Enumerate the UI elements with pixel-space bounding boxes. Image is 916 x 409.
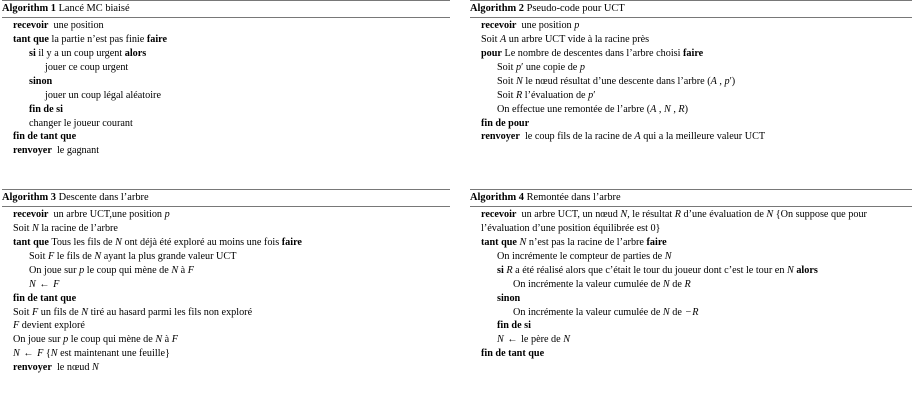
pseudocode-line: Soit F un fils de N tiré au hasard parmi les fils non exploré <box>13 306 253 318</box>
algorithm-4-block <box>464 189 916 409</box>
column-gap-top <box>452 0 464 189</box>
pseudocode-line: fin de pour <box>481 117 530 129</box>
pseudocode-line: fin de si <box>497 320 531 332</box>
pseudocode-line: renvoyer le gagnant <box>13 145 100 157</box>
pseudocode-line: Soit F le fils de N ayant la plus grande valeur UCT <box>29 250 237 262</box>
pseudocode-line: recevoir une position <box>13 20 104 32</box>
pseudocode-line: On joue sur p le coup qui mène de N à F <box>29 264 194 276</box>
pseudocode-line: jouer ce coup urgent <box>45 61 129 73</box>
pseudocode-line: Soit N le nœud résultat d’une descente dans l’arbre (A , p′) <box>497 75 736 87</box>
pseudocode-line: recevoir une position p <box>481 20 580 32</box>
pseudocode-line: On joue sur p le coup qui mène de N à F <box>13 334 178 346</box>
pseudocode-line: recevoir un arbre UCT,une position p <box>13 209 170 221</box>
algorithm-4-caption <box>470 190 912 206</box>
pseudocode-line: F devient exploré <box>13 320 85 332</box>
algorithm-2-block <box>464 0 916 189</box>
pseudocode-line: On incrémente la valeur cumulée de N de R <box>513 278 691 290</box>
pseudocode-line: sinon <box>29 75 53 87</box>
pseudocode-line: sinon <box>497 292 521 304</box>
pseudocode-line: tant que Tous les fils de N ont déjà été exploré au moins une fois faire <box>13 237 302 249</box>
pseudocode-line: si R a été réalisé alors que c’était le tour du joueur dont c’est le tour en N alors <box>497 264 818 276</box>
pseudocode-line: Soit A un arbre UCT vide à la racine près <box>481 34 650 46</box>
pseudocode-line: si il y a un coup urgent alors <box>29 48 147 60</box>
algorithm-1-body <box>2 18 450 159</box>
pseudocode-line: Soit N la racine de l’arbre <box>13 223 118 235</box>
algorithm-1-block <box>0 0 452 189</box>
algorithm-3-label: Algorithm 3 <box>2 192 56 203</box>
algorithm-2-caption <box>470 1 912 17</box>
pseudocode-line: tant que la partie n’est pas finie faire <box>13 34 168 46</box>
pseudocode-line: recevoir un arbre UCT, un nœud N, le résultat R d’une évaluation de N {On suppose que pour l’évaluation d’une position équilibrée est 0} <box>481 209 867 235</box>
pseudocode-line: N ← F {N est maintenant une feuille} <box>13 348 170 360</box>
algorithm-3-body <box>2 207 450 375</box>
pseudocode-line: N ← F <box>29 278 60 290</box>
pseudocode-line: On incrémente le compteur de parties de N <box>497 250 672 262</box>
algorithm-3-block <box>0 189 452 409</box>
pseudocode-line: tant que N n’est pas la racine de l’arbre faire <box>481 237 667 249</box>
pseudocode-line: N ← le père de N <box>497 334 571 346</box>
pseudocode-line: jouer un coup légal aléatoire <box>45 89 161 101</box>
algorithm-3-caption <box>2 190 450 206</box>
algorithm-4-label: Algorithm 4 <box>470 192 524 203</box>
algorithm-4-body <box>470 207 912 361</box>
algorithm-2-title: Pseudo-code pour UCT <box>526 3 625 14</box>
pseudocode-line: renvoyer le nœud N <box>13 362 99 374</box>
algorithm-4-title: Remontée dans l’arbre <box>526 192 621 203</box>
pseudocode-line: pour Le nombre de descentes dans l’arbre choisi faire <box>481 48 704 60</box>
pseudocode-line: Soit R l’évaluation de p′ <box>497 89 596 101</box>
pseudocode-line: renvoyer le coup fils de la racine de A qui a la meilleure valeur UCT <box>481 131 766 143</box>
algorithm-2-label: Algorithm 2 <box>470 3 524 14</box>
pseudocode-line: fin de tant que <box>13 131 77 143</box>
pseudocode-line: fin de tant que <box>13 292 77 304</box>
pseudocode-line: On incrémente la valeur cumulée de N de −R <box>513 306 699 318</box>
column-gap-bottom <box>452 189 464 409</box>
pseudocode-line: fin de tant que <box>481 348 545 360</box>
pseudocode-line: Soit p′ une copie de p <box>497 61 585 73</box>
algorithm-1-label: Algorithm 1 <box>2 3 56 14</box>
algorithm-1-caption <box>2 1 450 17</box>
algorithm-1-title: Lancé MC biaisé <box>58 3 130 14</box>
algorithm-3-title: Descente dans l’arbre <box>58 192 149 203</box>
pseudocode-line: fin de si <box>29 103 63 115</box>
pseudocode-line: changer le joueur courant <box>29 117 133 129</box>
algorithm-2-body <box>470 18 912 145</box>
pseudocode-line: On effectue une remontée de l’arbre (A , N , R) <box>497 103 689 115</box>
